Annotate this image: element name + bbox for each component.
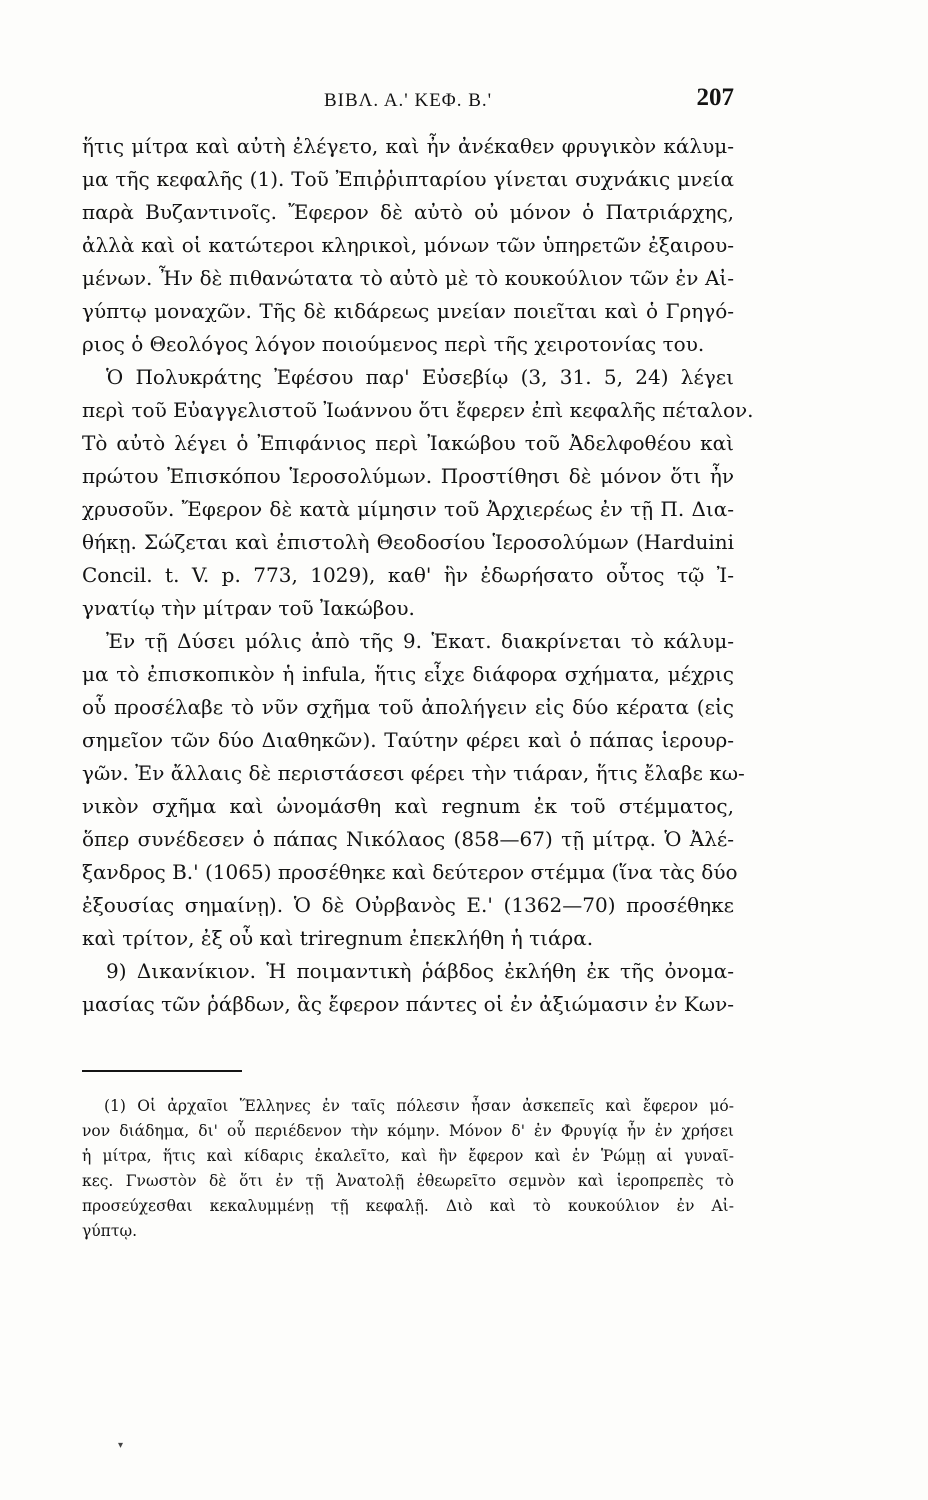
- text-line: θήκῃ. Σώζεται καὶ ἐπιστολὴ Θεοδοσίου Ἱεροσολύμων (Harduini: [82, 530, 734, 554]
- text-line: γύπτῳ μοναχῶν. Τῆς δὲ κιδάρεως μνείαν ποιεῖται καὶ ὁ Γρηγό-: [82, 299, 734, 323]
- text-line: Τὸ αὐτὸ λέγει ὁ Ἐπιφάνιος περὶ Ἰακώβου τοῦ Ἀδελφοθέου καὶ: [82, 431, 734, 455]
- footnote-line: κες. Γνωστὸν δὲ ὅτι ἐν τῇ Ἀνατολῇ ἐθεωρεῖτο σεμνὸν καὶ ἱεροπρεπὲς τὸ: [82, 1172, 734, 1190]
- text-line: μα τὸ ἐπισκοπικὸν ἡ infula, ἥτις εἶχε διάφορα σχήματα, μέχρις: [82, 662, 734, 686]
- text-line: μασίας τῶν ῥάβδων, ἃς ἔφερον πάντες οἱ ἐν ἀξιώμασιν ἐν Κων-: [82, 992, 734, 1016]
- text-line: ὅπερ συνέδεσεν ὁ πάπας Νικόλαος (858—67) τῇ μίτρᾳ. Ὁ Ἀλέ-: [82, 827, 734, 851]
- text-line: ξανδρος Β.' (1065) προσέθηκε καὶ δεύτερον στέμμα (ἵνα τὰς δύο: [82, 860, 738, 884]
- text-line: νικὸν σχῆμα καὶ ὠνομάσθη καὶ regnum ἐκ τοῦ στέμματος,: [82, 794, 734, 818]
- text-line: καὶ τρίτον, ἐξ οὗ καὶ triregnum ἐπεκλήθη ἡ τιάρα.: [82, 926, 594, 950]
- footnote-line: νον διάδημα, δι' οὗ περιέδενον τὴν κόμην. Μόνον δ' ἐν Φρυγίᾳ ἦν ἐν χρήσει: [82, 1122, 734, 1140]
- text-line: γῶν. Ἐν ἄλλαις δὲ περιστάσεσι φέρει τὴν τιάραν, ἥτις ἔλαβε κω-: [82, 761, 745, 785]
- text-line: Concil. t. V. p. 773, 1029), καθ' ἣν ἐδωρήσατο οὗτος τῷ Ἰ-: [82, 563, 734, 587]
- text-line: μα τῆς κεφαλῆς (1). Τοῦ Ἐπιῤῥιπταρίου γίνεται συχνάκις μνεία: [82, 167, 734, 191]
- text-line: σημεῖον τῶν δύο Διαθηκῶν). Ταύτην φέρει καὶ ὁ πάπας ἱερουρ-: [82, 728, 734, 752]
- text-line: ἀλλὰ καὶ οἱ κατώτεροι κληρικοὶ, μόνων τῶν ὑπηρετῶν ἐξαιρου-: [82, 233, 734, 257]
- footnote-line: γύπτῳ.: [82, 1222, 138, 1240]
- text-line: ριος ὁ Θεολόγος λόγον ποιούμενος περὶ τῆς χειροτονίας του.: [82, 332, 705, 356]
- text-line: περὶ τοῦ Εὐαγγελιστοῦ Ἰωάννου ὅτι ἔφερεν ἐπὶ κεφαλῆς πέταλον.: [82, 398, 754, 422]
- text-line: γνατίῳ τὴν μίτραν τοῦ Ἰακώβου.: [82, 596, 415, 620]
- footnote-line: προσεύχεσθαι κεκαλυμμένῃ τῇ κεφαλῇ. Διὸ καὶ τὸ κουκούλιον ἐν Αἰ-: [82, 1197, 734, 1215]
- text-line: πρώτου Ἐπισκόπου Ἱεροσολύμων. Προστίθησι δὲ μόνον ὅτι ἦν: [82, 464, 734, 488]
- text-line: Ὁ Πολυκράτης Ἐφέσου παρ' Εὐσεβίῳ (3, 31. 5, 24) λέγει: [106, 365, 734, 389]
- text-line: ἐξουσίας σημαίνῃ). Ὁ δὲ Οὐρβανὸς Ε.' (1362—70) προσέθηκε: [82, 893, 734, 917]
- body-text: [82, 130, 754, 1021]
- footnote-rule: [82, 1070, 242, 1072]
- text-line: χρυσοῦν. Ἔφερον δὲ κατὰ μίμησιν τοῦ Ἀρχιερέως ἐν τῇ Π. Δια-: [82, 497, 734, 521]
- text-line: οὗ προσέλαβε τὸ νῦν σχῆμα τοῦ ἀπολήγειν εἰς δύο κέρατα (εἰς: [82, 695, 734, 719]
- page-header: [82, 84, 734, 124]
- page-number: 207: [696, 84, 734, 111]
- printer-mark: ▾: [118, 1440, 124, 1451]
- running-head: ΒΙΒΛ. Α.' ΚΕΦ. Β.': [323, 90, 493, 111]
- text-line: ἥτις μίτρα καὶ αὐτὴ ἐλέγετο, καὶ ἦν ἀνέκαθεν φρυγικὸν κάλυμ-: [82, 134, 734, 158]
- text-line: παρὰ Βυζαντινοῖς. Ἔφερον δὲ αὐτὸ οὐ μόνον ὁ Πατριάρχης,: [82, 200, 734, 224]
- footnote-line: ἡ μίτρα, ἥτις καὶ κίδαρις ἐκαλεῖτο, καὶ ἣν ἔφερον καὶ ἐν Ῥώμῃ αἱ γυναῖ-: [82, 1147, 734, 1165]
- footnote: [82, 1094, 734, 1244]
- text-line: 9) Δικανίκιον. Ἡ ποιμαντικὴ ῥάβδος ἐκλήθη ἐκ τῆς ὀνομα-: [106, 959, 734, 983]
- footnote-line: (1) Οἱ ἀρχαῖοι Ἕλληνες ἐν ταῖς πόλεσιν ἦσαν ἀσκεπεῖς καὶ ἔφερον μό-: [104, 1097, 734, 1115]
- text-line: Ἐν τῇ Δύσει μόλις ἀπὸ τῆς 9. Ἑκατ. διακρίνεται τὸ κάλυμ-: [106, 629, 734, 653]
- text-line: μένων. Ἦν δὲ πιθανώτατα τὸ αὐτὸ μὲ τὸ κουκούλιον τῶν ἐν Αἰ-: [82, 266, 734, 290]
